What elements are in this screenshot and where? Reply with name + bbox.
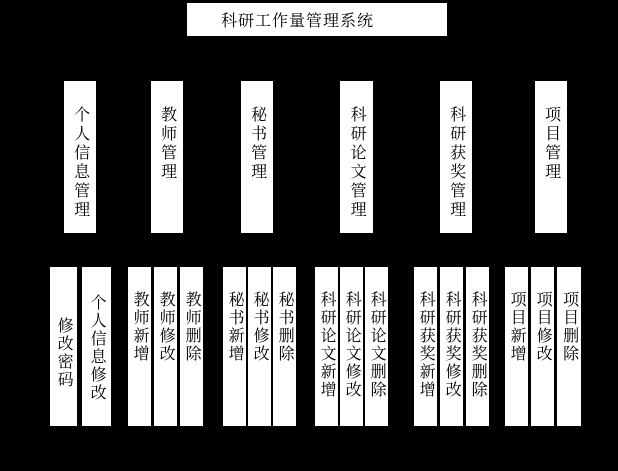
root-title-box [187,3,447,36]
leaf-box-secretary-delete [273,267,296,426]
module-label-personal-info: 个人信息管理 [71,106,89,220]
module-label-teacher: 教师管理 [158,106,176,182]
leaf-label-secretary-delete: 秘书删除 [276,291,294,363]
leaf-box-award-edit [440,267,463,426]
leaf-box-award-add [414,267,437,426]
module-box-secretary [241,81,273,233]
leaf-box-edit-personal-info [82,267,111,426]
leaf-label-project-add: 项目新增 [508,291,526,363]
leaf-box-project-add [505,267,528,426]
leaf-label-paper-edit: 科研论文修改 [343,291,361,399]
leaf-box-paper-add [315,267,338,426]
leaf-box-teacher-add [128,267,151,426]
module-label-project: 项目管理 [542,106,560,182]
leaf-box-paper-edit [340,267,363,426]
leaf-label-change-password: 修改密码 [55,317,73,389]
module-label-paper: 科研论文管理 [348,106,366,220]
diagram-title: 科研工作量管理系统 [221,13,375,30]
leaf-label-teacher-add: 教师新增 [131,291,149,363]
leaf-label-secretary-edit: 秘书修改 [251,291,269,363]
leaf-box-teacher-delete [180,267,203,426]
leaf-label-paper-delete: 科研论文删除 [368,291,386,399]
module-label-award: 科研获奖管理 [447,106,465,220]
leaf-label-secretary-add: 秘书新增 [226,291,244,363]
leaf-label-edit-personal-info: 个人信息修改 [88,294,106,402]
leaf-box-secretary-add [223,267,246,426]
module-box-paper [340,81,373,233]
module-label-secretary: 秘书管理 [248,106,266,182]
leaf-box-award-delete [466,267,489,426]
leaf-box-project-delete [557,267,581,426]
leaf-box-project-edit [531,267,554,426]
leaf-label-award-edit: 科研获奖修改 [443,291,461,399]
leaf-label-teacher-delete: 教师删除 [183,291,201,363]
leaf-label-award-add: 科研获奖新增 [417,291,435,399]
module-box-teacher [151,81,183,233]
leaf-label-teacher-edit: 教师修改 [157,291,175,363]
leaf-label-project-delete: 项目删除 [560,291,578,363]
module-box-award [440,81,472,233]
module-box-personal-info [64,81,96,233]
leaf-label-award-delete: 科研获奖删除 [469,291,487,399]
leaf-box-change-password [50,267,77,426]
leaf-label-paper-add: 科研论文新增 [318,291,336,399]
module-box-project [535,81,567,233]
leaf-box-secretary-edit [248,267,271,426]
leaf-box-teacher-edit [154,267,177,426]
leaf-label-project-edit: 项目修改 [534,291,552,363]
leaf-box-paper-delete [365,267,388,426]
